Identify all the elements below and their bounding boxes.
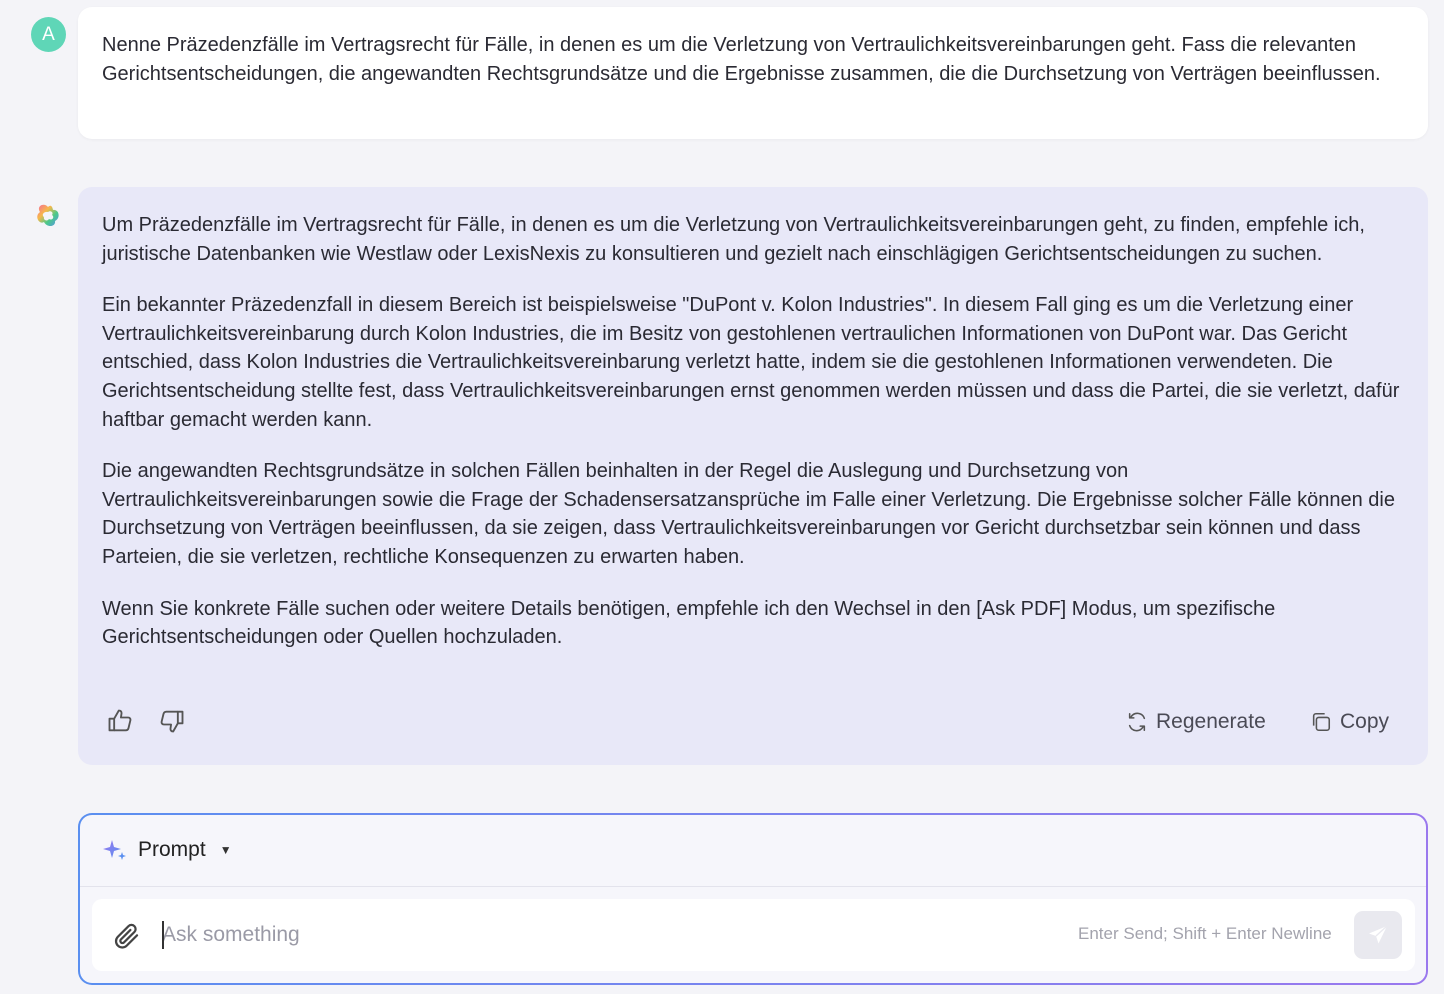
copy-icon	[1310, 711, 1332, 733]
user-message-text: Nenne Präzedenzfälle im Vertragsrecht für Fälle, in denen es um die Verletzung von Vertraulichkeitsvereinbarungen geht. Fass die relevanten Gerichtsentscheidungen, die angewandten Rechtsgrundsätze und die Ergebnisse zusammen, die die Durchsetzung von Verträgen beeinflussen.	[102, 34, 1381, 85]
paperclip-icon[interactable]	[112, 921, 142, 951]
copy-label: Copy	[1340, 710, 1390, 733]
refresh-icon	[1126, 711, 1148, 733]
sparkle-icon	[102, 837, 128, 863]
assistant-paragraph: Wenn Sie konkrete Fälle suchen oder weitere Details benötigen, empfehle ich den Wechsel in den [Ask PDF] Modus, um spezifische Gerichtsentscheidungen oder Quellen hochzuladen.	[102, 597, 1276, 649]
thumbs-up-icon[interactable]	[106, 707, 134, 735]
user-avatar: A	[31, 17, 66, 52]
text-cursor	[162, 921, 164, 949]
thumbs-down-icon[interactable]	[158, 707, 186, 735]
caret-down-icon: ▼	[219, 843, 232, 857]
input-row	[92, 899, 1415, 971]
assistant-paragraph: Die angewandten Rechtsgrundsätze in solchen Fällen beinhalten in der Regel die Auslegung und Durchsetzung von Vertraulichkeitsvereinbarungen sowie die Frage der Schadensersatzansprüche im Falle einer Verletzung. Die Ergebnisse solcher Fälle können die Durchsetzung von Verträgen beeinflussen, da sie zeigen, dass Vertraulichkeitsvereinbarungen vor Gericht durchsetzbar sein können und dass Parteien, die sie verletzen, rechtliche Konsequenzen zu erwarten haben.	[102, 460, 1395, 568]
keyboard-hint: Enter Send; Shift + Enter Newline	[1078, 924, 1332, 943]
send-icon	[1366, 923, 1390, 947]
assistant-logo-icon	[35, 203, 61, 229]
prompt-composer	[78, 813, 1428, 985]
user-message-bubble	[78, 7, 1428, 139]
mode-label: Prompt	[138, 838, 206, 861]
assistant-paragraph: Ein bekannter Präzedenzfall in diesem Bereich ist beispielsweise "DuPont v. Kolon Industries". In diesem Fall ging es um die Verletzung einer Vertraulichkeitsvereinbarung durch Kolon Industries, die im Besitz von gestohlenen vertraulichen Informationen von DuPont war. Das Gericht entschied, dass Kolon Industries die Vertraulichkeitsvereinbarung verletzt hatte, indem sie die gestohlenen Informationen verwendeten. Die Gerichtsentscheidung stellte fest, dass Vertraulichkeitsvereinbarungen ernst genommen werden müssen und dass die Partei, die sie verletzt, dafür haftbar gemacht werden kann.	[102, 294, 1400, 431]
assistant-message-bubble	[78, 187, 1428, 765]
message-actions	[78, 697, 1428, 749]
prompt-input[interactable]	[162, 917, 962, 953]
regenerate-label: Regenerate	[1156, 710, 1266, 733]
regenerate-button[interactable]	[1126, 707, 1266, 737]
copy-button[interactable]	[1310, 707, 1389, 737]
mode-dropdown[interactable]	[102, 837, 232, 863]
composer-header	[80, 815, 1426, 887]
assistant-paragraph: Um Präzedenzfälle im Vertragsrecht für Fälle, in denen es um die Verletzung von Vertraulichkeitsvereinbarungen geht, zu finden, empfehle ich, juristische Datenbanken wie Westlaw oder LexisNexis zu konsultieren und gezielt nach einschlägigen Gerichtsentscheidungen zu suchen.	[102, 214, 1365, 265]
send-button[interactable]	[1354, 911, 1402, 959]
